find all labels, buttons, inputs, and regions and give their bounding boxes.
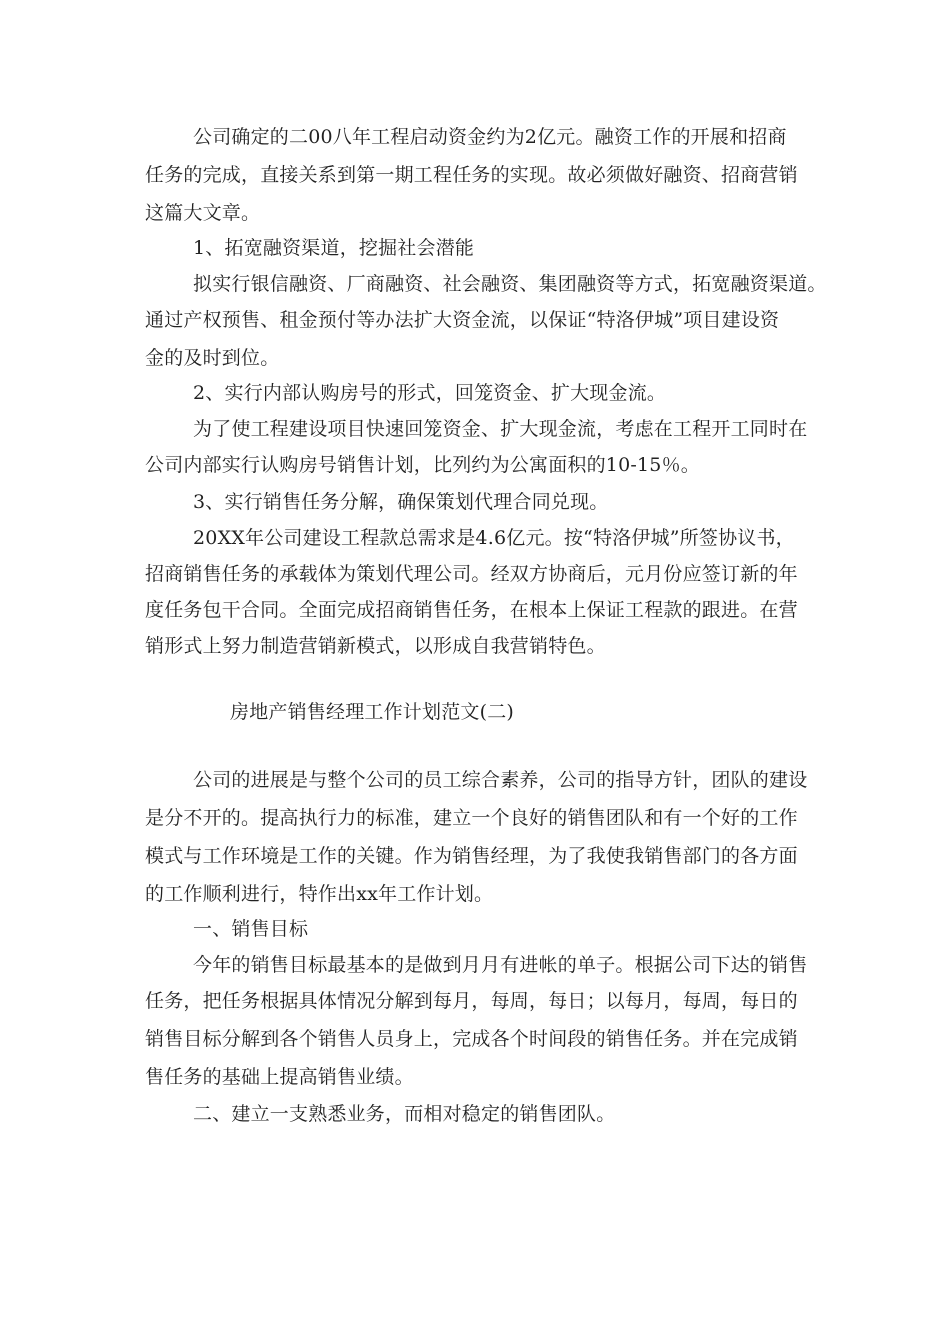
paragraph-line: 招商销售任务的承载体为策划代理公司。经双方协商后，元月份应签订新的年 [145,563,798,585]
paragraph-line: 售任务的基础上提高销售业绩。 [145,1066,414,1088]
paragraph-line: 公司内部实行认购房号销售计划，比列约为公寓面积的10-15％。 [145,454,700,476]
section-title: 房地产销售经理工作计划范文(二) [230,701,515,723]
paragraph-line: 任务，把任务根据具体情况分解到每月，每周，每日；以每月，每周，每日的 [145,990,798,1012]
paragraph-line: 拟实行银信融资、厂商融资、社会融资、集团融资等方式，拓宽融资渠道。 [193,273,827,295]
paragraph-line: 为了使工程建设项目快速回笼资金、扩大现金流，考虑在工程开工同时在 [193,418,808,440]
list-heading: 一、销售目标 [193,918,309,940]
list-heading: 1、拓宽融资渠道，挖掘社会潜能 [193,237,475,259]
list-heading: 二、建立一支熟悉业务，而相对稳定的销售团队。 [193,1103,616,1125]
paragraph-line: 金的及时到位。 [145,347,280,369]
paragraph-line: 模式与工作环境是工作的关键。作为销售经理，为了我使我销售部门的各方面 [145,845,798,867]
list-heading: 3、实行销售任务分解，确保策划代理合同兑现。 [193,491,609,513]
paragraph-line: 公司确定的二00八年工程启动资金约为2亿元。融资工作的开展和招商 [193,126,787,148]
paragraph-line: 公司的进展是与整个公司的员工综合素养，公司的指导方针，团队的建设 [193,769,808,791]
paragraph-line: 销售目标分解到各个销售人员身上，完成各个时间段的销售任务。并在完成销 [145,1028,798,1050]
paragraph-line: 是分不开的。提高执行力的标准，建立一个良好的销售团队和有一个好的工作 [145,807,798,829]
paragraph-line: 今年的销售目标最基本的是做到月月有进帐的单子。根据公司下达的销售 [193,954,808,976]
paragraph-line: 的工作顺利进行，特作出xx年工作计划。 [145,883,494,905]
paragraph-line: 度任务包干合同。全面完成招商销售任务，在根本上保证工程款的跟进。在营 [145,599,798,621]
paragraph-line: 销形式上努力制造营销新模式，以形成自我营销特色。 [145,635,606,657]
paragraph-line: 任务的完成，直接关系到第一期工程任务的实现。故必须做好融资、招商营销 [145,164,798,186]
paragraph-line: 20XX年公司建设工程款总需求是4.6亿元。按“特洛伊城”所签协议书， [193,527,795,549]
paragraph-line: 通过产权预售、租金预付等办法扩大资金流，以保证“特洛伊城”项目建设资 [145,309,780,331]
paragraph-line: 这篇大文章。 [145,202,261,224]
list-heading: 2、实行内部认购房号的形式，回笼资金、扩大现金流。 [193,382,667,404]
